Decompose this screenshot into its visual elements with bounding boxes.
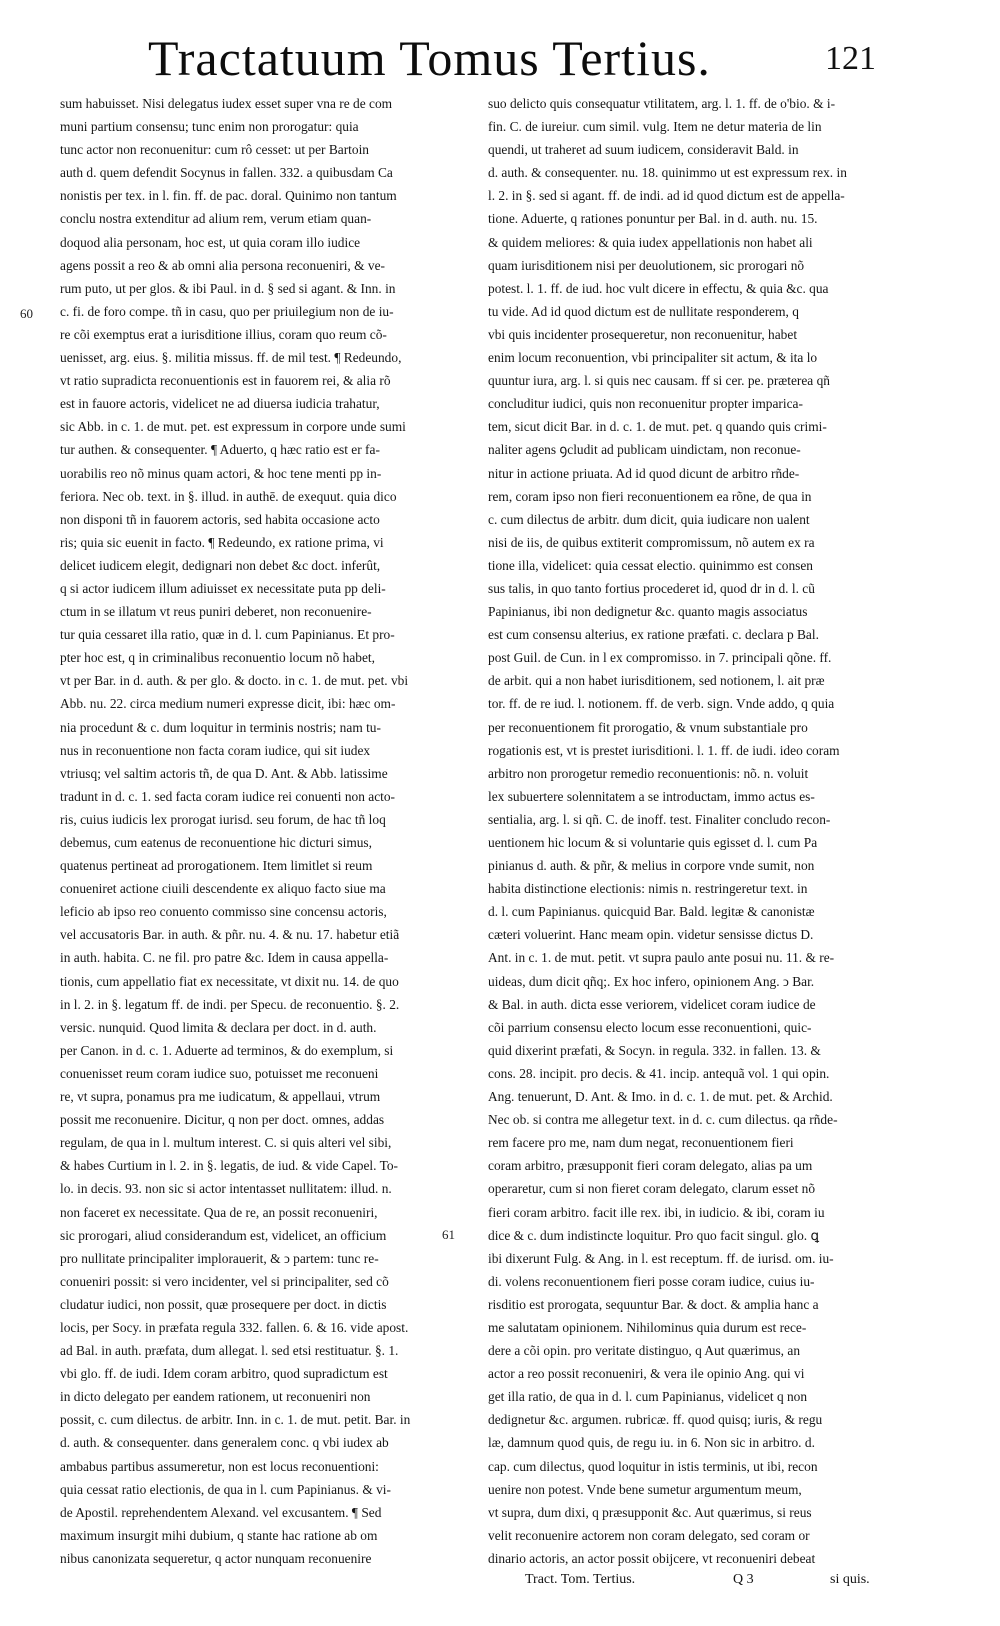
text-line: uorabilis reo nõ minus quam actori, & hoc tene menti pp in- [60,465,382,481]
text-line: doquod alia personam, hoc est, ut quia coram illo iudice [60,234,361,250]
text-line: agens possit a reo & ab omni alia persona reconueniri, & ve- [60,257,385,273]
text-line: in auth. habita. C. ne fil. pro patre &c. Idem in causa appella- [60,950,389,966]
text-line: dinario actoris, an actor possit obijcere, vt reconueniri debeat [488,1550,816,1566]
text-line: tem, sicut dicit Bar. in d. c. 1. de mut. pet. q quando quis crimi- [488,419,827,435]
text-line: vt supra, dum dixi, q præsupponit &c. Aut quærimus, si reus [488,1504,812,1520]
text-line: Ant. in c. 1. de mut. petit. vt supra paulo ante posui nu. 11. & re- [488,950,835,966]
text-line: leficio ab ipso reo conuento commisso sine concensu actoris, [60,904,387,920]
text-line: ris; quia sic euenit in facto. ¶ Redeundo, ex ratione prima, vi [60,534,384,550]
text-line: tione illa, videlicet: quia cessat electio. quinimmo est consen [488,557,814,573]
text-line: Nec ob. si contra me allegetur text. in d. c. cum dilectus. qa rñde- [488,1112,838,1128]
text-line: lo. in decis. 93. non sic si actor intentasset nullitatem: illud. n. [60,1181,392,1197]
text-line: & quidem meliores: & quia iudex appellationis non habet ali [488,234,813,250]
text-line: sic prorogari, aliud considerandum est, videlicet, an officium [60,1227,387,1243]
text-line: in l. 2. in §. legatum ff. de indi. per Specu. de reconuentio. §. 2. [60,996,400,1012]
text-line: rem facere pro me, nam dum negat, reconuentionem fieri [488,1135,794,1151]
text-line: tor. ff. de re iud. l. notionem. ff. de verb. sign. Vnde addo, q quia [488,696,835,712]
text-line: velit reconuenire actorem non coram delegato, sed coram or [488,1527,810,1543]
text-line: tunc actor non reconuenitur: cum rô cesset: ut per Bartoin [60,142,369,158]
text-line: rogationis est, vt is prestet iurisditioni. l. 1. ff. de iudi. ideo coram [488,742,840,758]
text-line: re cõi exemptus erat a iurisditione illius, coram quo reum cõ- [60,326,387,342]
text-line: cæteri voluerint. Hanc meam opin. videtur sensisse dictus D. [488,927,814,943]
page-number: 121 [825,40,876,77]
text-line: suo delicto quis consequatur vtilitatem, arg. l. 1. ff. de o'bio. & i- [488,96,836,111]
text-line: feriora. Nec ob. text. in §. illud. in authē. de exequut. quia dico [60,488,397,504]
text-line: & habes Curtium in l. 2. in §. legatis, de iud. & vide Capel. To- [60,1158,399,1174]
text-line: concluditur iudici, quis non reconuenitur propter imparica- [488,396,803,412]
right-text-column [488,92,900,1570]
text-line: maximum insurgit mihi dubium, q stante hac ratione ab om [60,1527,378,1543]
text-line: naliter agens ꝯcludit ad publicam uindictam, non reconue- [488,442,801,458]
text-line: vtriusq; vel saltim actoris tñ, de qua D. Ant. & Abb. latissime [60,765,388,781]
text-line: sus talis, in quo tanto fortius procederet id, quod dr in d. l. cũ [488,580,815,596]
text-line: arbitro non prorogetur remedio reconuentionis: nõ. n. voluit [488,765,809,781]
signature-mark: Q 3 [733,1572,754,1587]
text-line: coram arbitro, præsupponit fieri coram delegato, alias pa um [488,1158,813,1174]
text-line: d. auth. & consequenter. nu. 18. quinimmo ut est expressum rex. in [488,165,847,181]
text-line: operaretur, cum si non fieret coram delegato, clarum esset nõ [488,1181,816,1197]
text-line: c. fi. de foro compe. tñ in casu, quo per priuilegium non de iu- [60,303,394,319]
text-line: conueniret actione ciuili descendente ex aliquo facto siue ma [60,881,386,897]
text-line: nisi de iis, de quibus extiterit compromissum, nõ autem ex ra [488,534,815,550]
text-line: tionis, cum appellatio fiat ex necessitate, vt dixit nu. 14. de quo [60,973,399,989]
text-line: conuenisset reum coram iudice suo, potuisset me reconueni [60,1065,379,1081]
text-line: l. 2. in §. sed si agant. ff. de indi. ad id quod dictum est de appella- [488,188,845,204]
text-line: uideas, dum dicit qñq;. Ex hoc infero, opinionem Ang. ͻ Bar. [488,973,815,989]
text-line: auth d. quem defendit Socynus in fallen. 332. a quibusdam Ca [60,165,393,181]
text-line: possit, c. cum dilectus. de arbitr. Inn. in c. 1. de mut. petit. Bar. in [60,1412,411,1428]
text-line: læ, damnum quod quis, de regu iu. in 6. Non sic in arbitro. d. [488,1435,815,1451]
text-line: dice & c. dum indistincte loquitur. Pro quo facit singul. glo. ꝗ [488,1227,819,1243]
text-line: d. l. cum Papinianus. quicquid Bar. Bald. legitæ & canonistæ [488,904,815,920]
text-line: quatenus pertineat ad prorogationem. Item limitlet si reum [60,858,373,874]
text-line: versic. nunquid. Quod limita & declara per doct. in d. auth. [60,1019,377,1035]
text-line: non disponi tñ in fauorem actoris, sed habita occasione acto [60,511,380,527]
text-line: de Apostil. reprehendentem Alexand. vel excusantem. ¶ Sed [60,1504,382,1520]
text-line: ctum in se illatum vt reus puniri deberet, non reconuenire- [60,604,372,620]
text-line: habita distinctione electionis: nimis n. restringeretur text. in [488,881,808,897]
text-line: d. auth. & consequenter. dans generalem conc. q vbi iudex ab [60,1435,389,1451]
text-line: & Bal. in auth. dicta esse veriorem, videlicet coram iudice de [488,996,816,1012]
text-line: cõi parrium consensu electo locum esse reconuentioni, quic- [488,1019,812,1035]
text-line: vbi glo. ff. de iudi. Idem coram arbitro, quod supradictum est [60,1366,388,1382]
text-line: nonistis per tex. in l. fin. ff. de pac. doral. Quinimo non tantum [60,188,397,204]
text-line: potest. l. 1. ff. de iud. hoc vult dicere in effectu, & quia &c. qua [488,280,829,296]
text-line: pter hoc est, q in criminalibus reconuentio locum nõ habet, [60,650,375,666]
text-line: de arbit. qui a non habet iurisditionem, sed notionem, l. ait præ [488,673,825,689]
text-line: ad Bal. in auth. præfata, dum allegat. l. sed etsi restituatur. §. 1. [60,1343,399,1359]
margin-note: 61 [442,1227,455,1242]
catchword: si quis. [830,1572,870,1587]
text-line: c. cum dilectus de arbitr. dum dicit, quia iudicare non ualent [488,511,810,527]
text-line: quam iurisditionem nisi per deuolutionem, sic prorogari nõ [488,257,805,273]
text-line: tu vide. Ad id quod dictum est de nullitate responderem, q [488,303,799,319]
text-line: dedignetur &c. argumen. rubricæ. ff. quod quisq; iuris, & regu [488,1412,823,1428]
footer-running-title: Tract. Tom. Tertius. [525,1572,636,1587]
text-line: me salutatam opinionem. Nihilominus quia durum est rece- [488,1319,807,1335]
text-line: quid dixerint præfati, & Socyn. in regula. 332. in fallen. 13. & [488,1042,821,1058]
text-line: tione. Aduerte, q rationes ponuntur per Bal. in d. auth. nu. 15. [488,211,818,227]
text-line: quuntur iura, arg. l. si quis nec causam. ff si cer. pe. præterea qñ [488,373,830,389]
text-line: possit me reconuenire. Dicitur, q non per doct. omnes, addas [60,1112,385,1128]
running-title: Tractatuum Tomus Tertius. [148,30,711,86]
text-line: uenisset, arg. eius. §. militia missus. ff. de mil test. ¶ Redeundo, [60,350,402,366]
text-line: nus in reconuentione non facta coram iudice, qui sit iudex [60,742,371,758]
text-line: cludatur iudici, non possit, quæ prosequere per doct. in dictis [60,1296,387,1312]
text-line: ris, cuius iudicis lex prorogat iurisd. seu forum, de hac tñ loq [60,811,386,827]
text-line: Abb. nu. 22. circa medium numeri expresse dicit, ibi: hæc om- [60,696,396,712]
text-line: est cum consensu alterius, ex ratione præfati. c. declara p Bal. [488,627,819,643]
text-line: lex subuertere solennitatem a se introductam, immo actus es- [488,788,815,804]
text-line: ambabus partibus assumeretur, non est locus reconuentioni: [60,1458,379,1474]
text-line: per Canon. in d. c. 1. Aduerte ad terminos, & do exemplum, si [60,1042,394,1058]
text-line: conclu nostra extenditur ad alium rem, verum etiam quan- [60,211,372,227]
text-line: Papinianus, ibi non dedignetur &c. quanto magis associatus [488,604,808,620]
text-line: vbi quis incidenter prosequeretur, non reconuenitur, habet [488,326,798,342]
text-line: fin. C. de iureiur. cum simil. vulg. Item ne detur materia de lin [488,119,822,135]
text-line: fieri coram arbitro. facit ille rex. ibi, in iudicio. & ibi, coram iu [488,1204,825,1220]
text-line: debemus, cum eatenus de reconuentione hic dicturi simus, [60,835,372,850]
text-line: uentionem hic locum & si voluntarie quis egisset d. l. cum Pa [488,835,818,850]
text-line: delicet iudicem elegit, dedignari non debet &c doct. inferût, [60,557,381,573]
text-line: quia cessat ratio electionis, de qua in l. cum Papinianus. & vi- [60,1481,391,1497]
text-line: cons. 28. incipit. pro decis. & 41. incip. antequã vol. 1 qui opin. [488,1065,830,1081]
text-line: nitur in actione priuata. Ad id quod dicunt de arbitro rñde- [488,465,800,481]
text-line: in dicto delegato per eandem rationem, ut reconueniri non [60,1389,371,1405]
text-line: tur quia cessaret illa ratio, quæ in d. l. cum Papinianus. Et pro- [60,627,395,643]
text-line: vt ratio supradicta reconuentionis est in fauorem rei, & alia rõ [60,373,391,389]
text-line: per reconuentionem fit prorogatio, & vnum substantiale pro [488,719,808,735]
text-line: cap. cum dilectus, quod loquitur in istis terminis, ut ibi, recon [488,1458,818,1474]
margin-note: 60 [20,306,33,321]
text-line: tur authen. & consequenter. ¶ Aduerto, q hæc ratio est er fa- [60,442,380,458]
text-line: enim locum reconuention, vbi principaliter sit actum, & ita lo [488,350,818,366]
text-line: uenire non potest. Vnde bene sumetur argumentum meum, [488,1481,802,1497]
text-line: nia procedunt & c. dum loquitur in terminis nostris; nam tu- [60,719,381,735]
text-line: dere a cõi opin. pro veritate distinguo, q Aut quærimus, an [488,1343,801,1359]
text-line: re, vt supra, ponamus pra me iudicatum, & appellaui, vtrum [60,1089,381,1105]
text-line: pinianus d. auth. & pñr, & melius in corpore vnde sumit, non [488,858,815,874]
text-line: sic Abb. in c. 1. de mut. pet. est expressum in corpore unde sumi [60,419,406,435]
text-line: conueniri possit: si vero incidenter, vel si principaliter, sed cõ [60,1273,389,1289]
text-line: risditio est prorogata, sequuntur Bar. & doct. & amplia hanc a [488,1296,819,1312]
text-line: vt per Bar. in d. auth. & per glo. & docto. in c. 1. de mut. pet. vbi [60,673,409,689]
text-line: quendi, ut traheret ad suum iudicem, consideravit Bald. in [488,142,799,158]
text-line: rum puto, ut per glos. & ibi Paul. in d. § sed si agant. & Inn. in [60,280,396,296]
text-line: get illa ratio, de qua in d. l. cum Papinianus, videlicet q non [488,1389,808,1405]
text-line: regulam, de qua in l. multum interest. C. si quis alteri vel sibi, [60,1135,392,1151]
text-line: non faceret ex necessitate. Qua de re, an possit reconueniri, [60,1204,378,1220]
text-line: pro nullitate principaliter implorauerit, & ͻ partem: tunc re- [60,1250,379,1266]
text-line: sentialia, arg. l. si qñ. C. de inoff. test. Finaliter concludo recon- [488,811,831,827]
text-line: locis, per Socy. in præfata regula 332. fallen. 6. & 16. vide apost. [60,1319,409,1335]
text-line: actor a reo possit reconueniri, & vera ile opinio Ang. qui vi [488,1366,805,1382]
text-line: vel accusatoris Bar. in auth. & pñr. nu. 4. & nu. 17. habetur etiã [60,927,400,943]
text-line: est in fauore actoris, videlicet ne ad diuersa iudicia trahatur, [60,396,380,412]
text-line: di. volens reconuentionem fieri posse coram iudice, cuius iu- [488,1273,815,1289]
text-line: muni partium consensu; tunc enim non prorogatur: quia [60,119,359,135]
text-line: Ang. tenuerunt, D. Ant. & Imo. in d. c. 1. de mut. pet. & Archid. [488,1089,833,1105]
text-line: rem, coram ipso non fieri reconuentionem ea rõne, de qua in [488,488,812,504]
text-line: post Guil. de Cun. in l ex compromisso. in 7. principali qõne. ff. [488,650,832,666]
text-line: tradunt in d. c. 1. sed facta coram iudice rei conuenti non acto- [60,788,396,804]
text-line: nibus canonizata sequeretur, q actor nunquam reconuenire [60,1550,372,1566]
text-line: sum habuisset. Nisi delegatus iudex esset super vna re de com [60,96,393,111]
text-line: q si actor iudicem illum adiuisset ex necessitate puta pp deli- [60,580,386,596]
text-line: ibi dixerunt Fulg. & Ang. in l. est receptum. ff. de iurisd. om. iu- [488,1250,834,1266]
left-text-column [60,92,462,1570]
